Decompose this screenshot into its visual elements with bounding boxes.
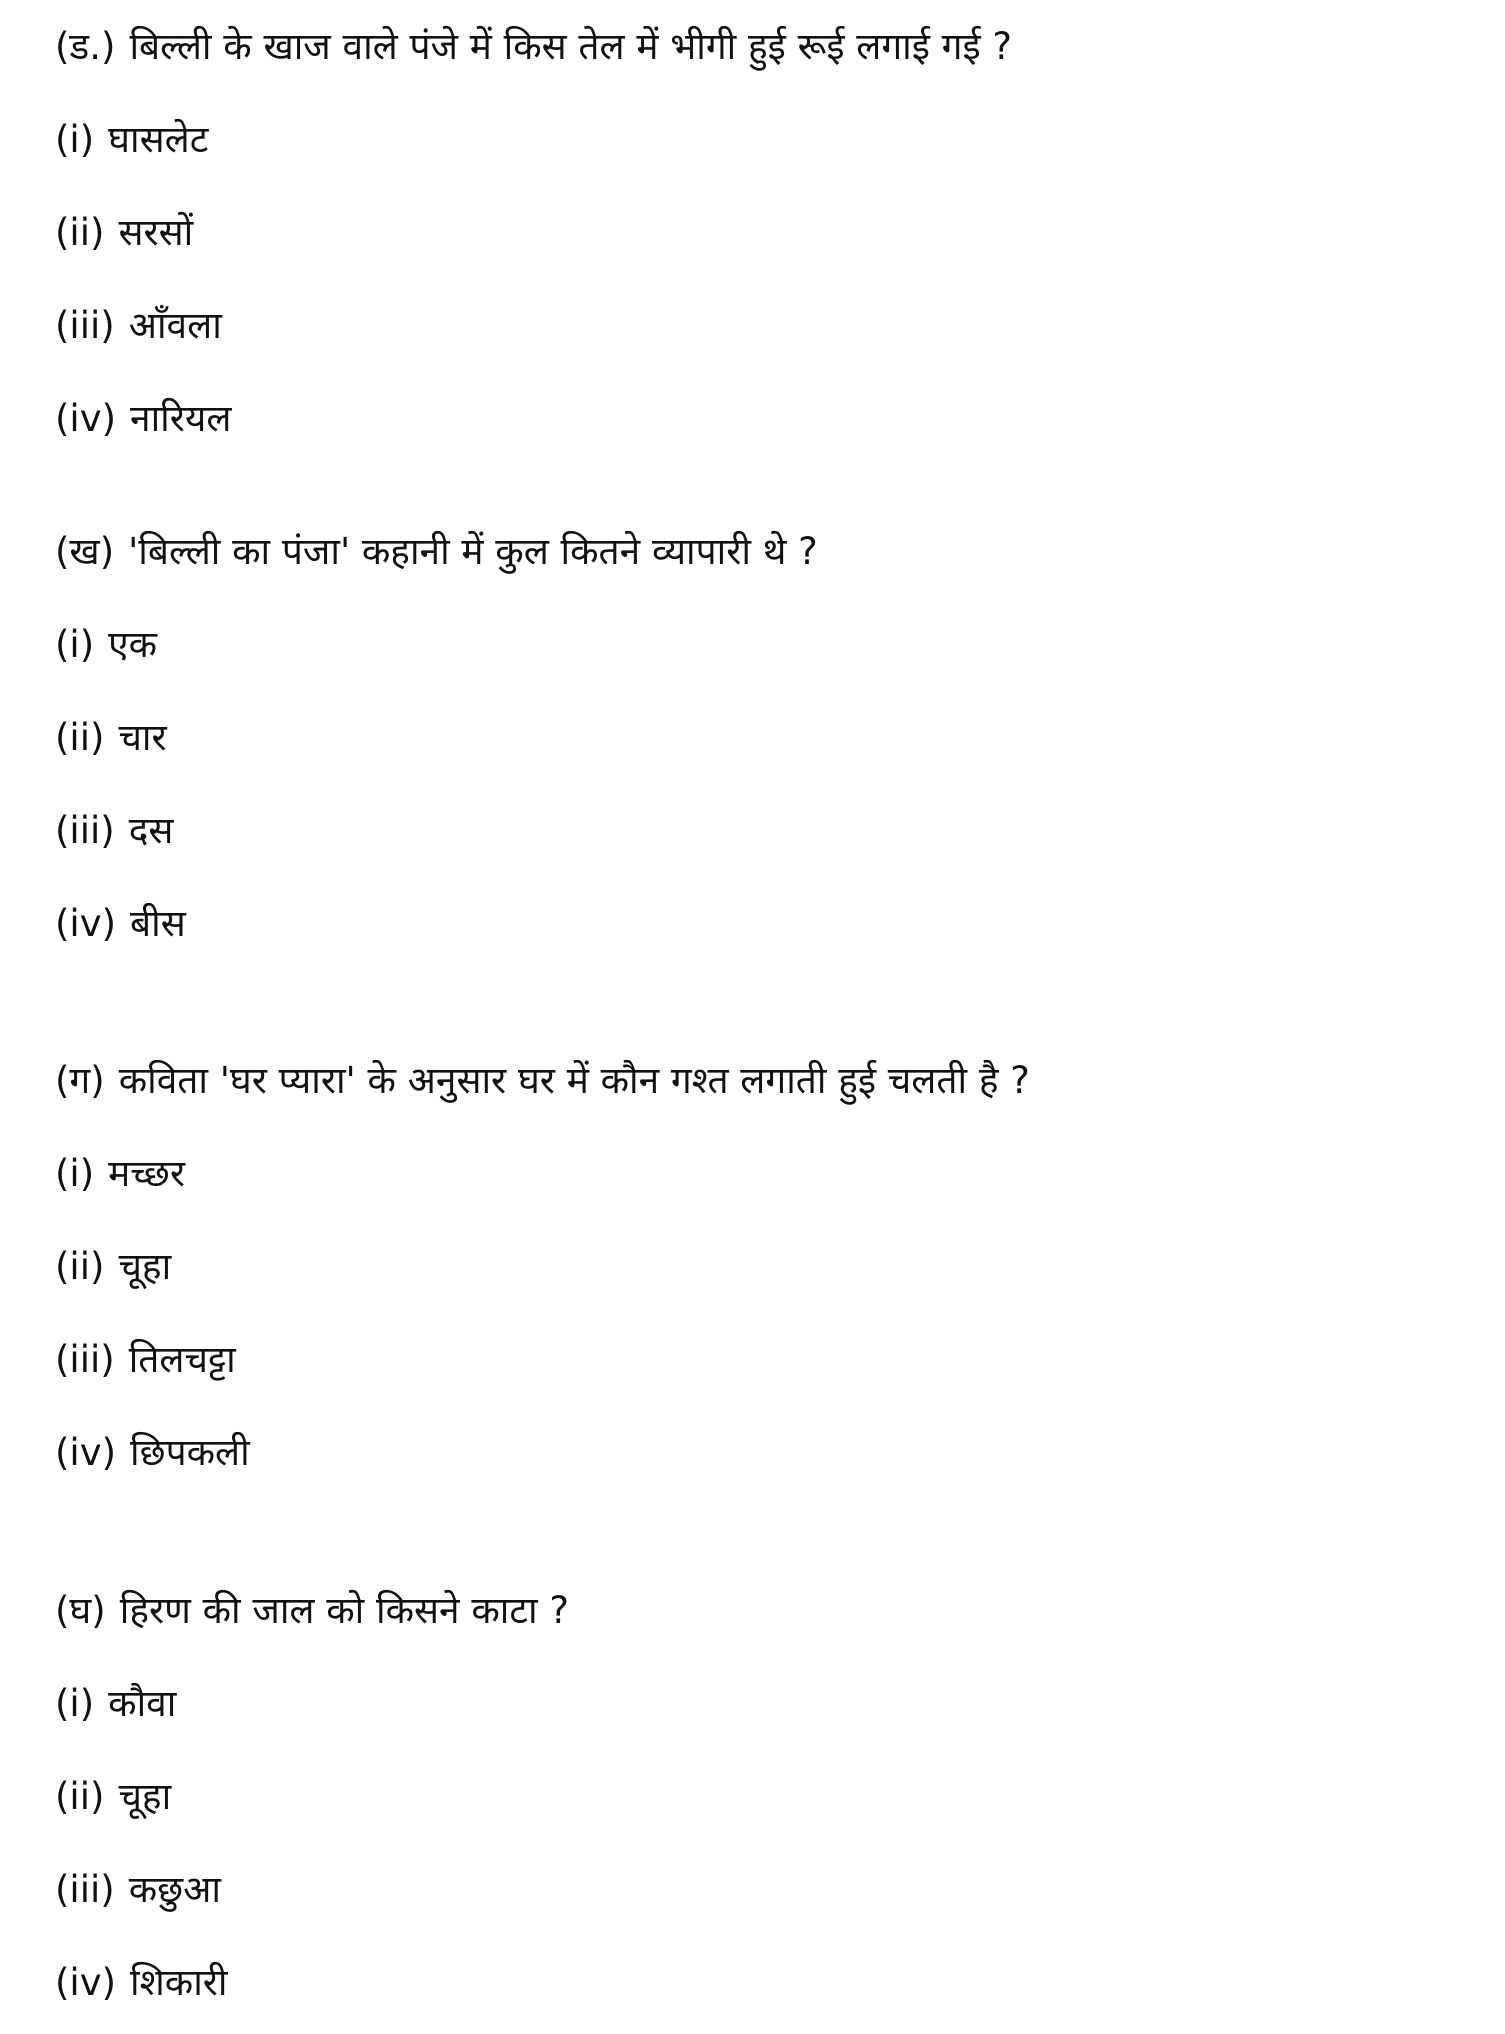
answer-option — [55, 279, 1475, 372]
answer-option — [55, 1127, 1475, 1220]
answer-option — [55, 186, 1475, 279]
option-label: (ii) — [55, 716, 105, 759]
question-label: (ख) — [55, 530, 115, 573]
option-label: (ii) — [55, 1775, 105, 1818]
answer-option — [55, 1657, 1475, 1750]
option-text: नारियल — [130, 397, 232, 440]
option-text: दस — [128, 809, 174, 852]
answer-option — [55, 1406, 1475, 1499]
option-text: आँवला — [128, 304, 222, 347]
option-label: (iv) — [55, 397, 117, 440]
option-label: (iv) — [55, 1961, 117, 2004]
option-label: (ii) — [55, 211, 105, 254]
option-text: सरसों — [118, 211, 194, 254]
option-label: (i) — [55, 623, 95, 666]
answer-option — [55, 1750, 1475, 1843]
question-label: (ड.) — [55, 25, 116, 68]
option-text: कौवा — [108, 1682, 177, 1725]
option-label: (i) — [55, 1152, 95, 1195]
option-label: (i) — [55, 118, 95, 161]
option-label: (iii) — [55, 304, 115, 347]
question-block — [55, 1034, 1475, 1499]
option-text: मच्छर — [108, 1152, 185, 1195]
answer-option — [55, 1843, 1475, 1936]
option-text: कछुआ — [128, 1868, 221, 1911]
option-label: (iv) — [55, 1431, 117, 1474]
answer-option — [55, 1220, 1475, 1313]
option-text: चार — [118, 716, 167, 759]
question-body: बिल्ली के खाज वाले पंजे में किस तेल में भीगी हुई रूई लगाई गई ? — [129, 25, 1013, 68]
answer-option — [55, 691, 1475, 784]
option-text: तिलचट्टा — [128, 1338, 236, 1381]
option-label: (iii) — [55, 809, 115, 852]
option-text: चूहा — [118, 1245, 172, 1288]
question-body: हिरण की जाल को किसने काटा ? — [119, 1589, 569, 1632]
question-text — [55, 0, 1475, 93]
option-label: (iv) — [55, 902, 117, 945]
option-label: (iii) — [55, 1338, 115, 1381]
question-block — [55, 0, 1475, 465]
question-block — [55, 505, 1475, 970]
option-label: (ii) — [55, 1245, 105, 1288]
answer-option — [55, 1313, 1475, 1406]
answer-option — [55, 877, 1475, 970]
answer-option — [55, 784, 1475, 877]
question-block — [55, 1564, 1475, 2029]
answer-option — [55, 1936, 1475, 2029]
question-label: (घ) — [55, 1589, 106, 1632]
answer-option — [55, 372, 1475, 465]
answer-option — [55, 93, 1475, 186]
question-text — [55, 1034, 1475, 1127]
option-text: छिपकली — [130, 1431, 250, 1474]
answer-option — [55, 598, 1475, 691]
question-text — [55, 505, 1475, 598]
option-text: एक — [108, 623, 158, 666]
option-text: चूहा — [118, 1775, 172, 1818]
option-text: बीस — [130, 902, 186, 945]
question-body: कविता 'घर प्यारा' के अनुसार घर में कौन गश्त लगाती हुई चलती है ? — [118, 1059, 1030, 1102]
option-text: घासलेट — [108, 118, 209, 161]
option-text: शिकारी — [130, 1961, 228, 2004]
question-label: (ग) — [55, 1059, 105, 1102]
option-label: (i) — [55, 1682, 95, 1725]
question-text — [55, 1564, 1475, 1657]
question-body: 'बिल्ली का पंजा' कहानी में कुल कितने व्यापारी थे ? — [128, 530, 818, 573]
option-label: (iii) — [55, 1868, 115, 1911]
